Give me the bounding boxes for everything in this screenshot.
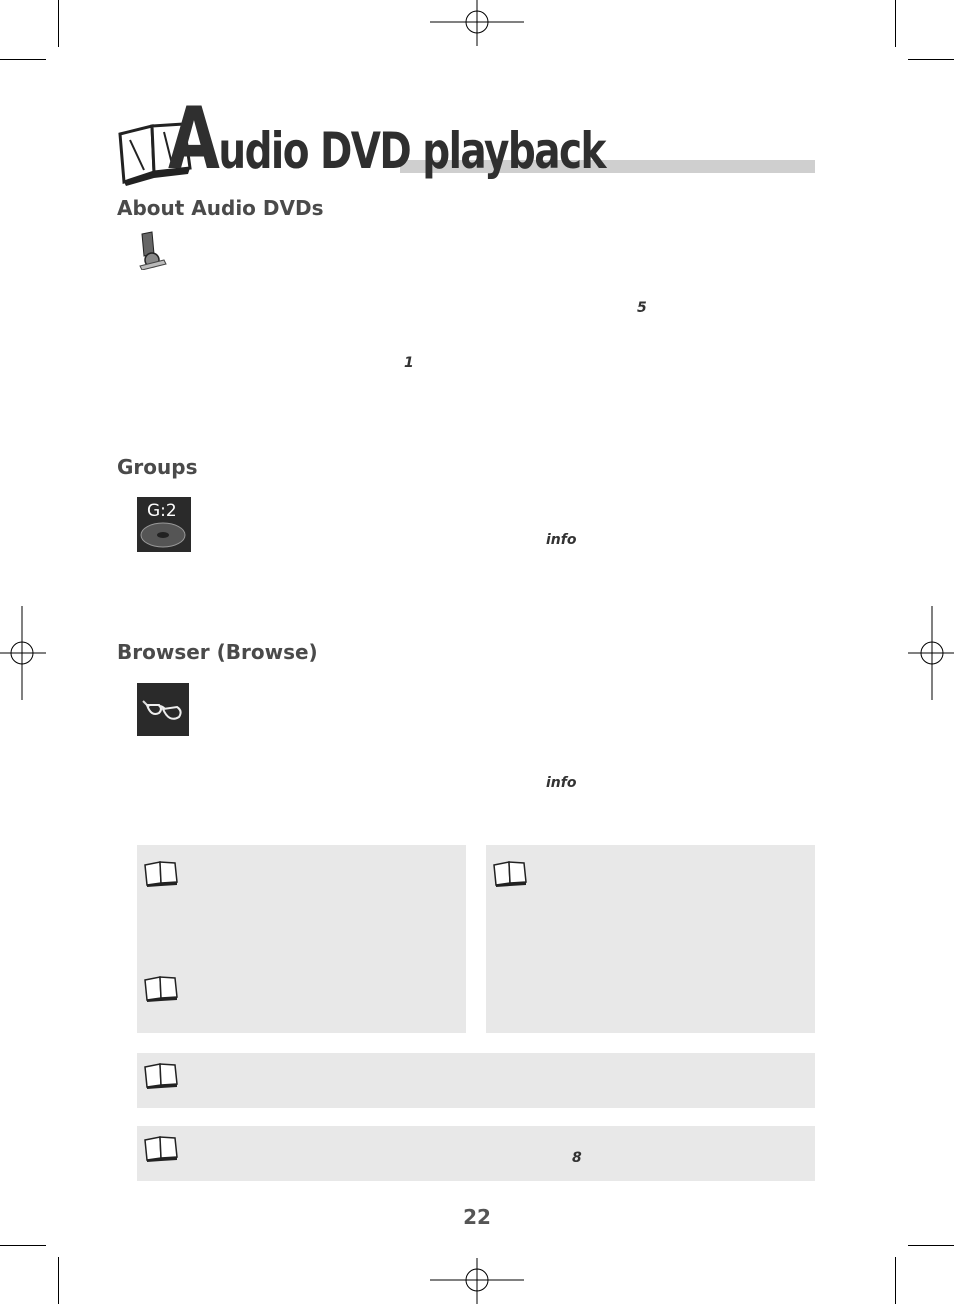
registration-mark-icon <box>908 606 954 700</box>
crop-mark <box>895 0 896 47</box>
registration-mark-icon <box>0 606 46 700</box>
note-book-icon <box>143 974 179 1006</box>
reference-number: 5 <box>637 300 647 316</box>
crop-mark <box>58 0 59 47</box>
crop-mark <box>908 59 954 60</box>
page-number: 22 <box>463 1205 491 1229</box>
group-badge-text: G:2 <box>147 501 177 521</box>
note-book-icon <box>143 1061 179 1093</box>
note-book-icon <box>492 859 528 891</box>
section-heading-about: About Audio DVDs <box>117 196 324 220</box>
note-book-icon <box>143 859 179 891</box>
glasses-icon <box>137 683 189 736</box>
page-title <box>168 89 605 194</box>
info-key-reference: info <box>546 775 577 791</box>
registration-mark-icon <box>430 0 524 48</box>
info-key-reference: info <box>546 532 577 548</box>
crop-mark <box>58 1257 59 1304</box>
registration-mark-icon <box>430 1258 524 1304</box>
section-heading-browser: Browser (Browse) <box>117 640 318 664</box>
warning-bulb-icon <box>136 230 168 274</box>
crop-mark <box>908 1245 954 1246</box>
crop-mark <box>0 59 46 60</box>
disc-group-icon <box>137 497 191 552</box>
title-initial: A <box>168 89 219 189</box>
note-box-wide <box>137 1053 815 1108</box>
note-book-icon <box>143 1134 179 1166</box>
note-box-left <box>137 845 466 1033</box>
section-heading-groups: Groups <box>117 455 198 479</box>
title-rest: udio DVD playback <box>218 122 605 180</box>
crop-mark <box>0 1245 46 1246</box>
reference-number: 8 <box>572 1150 582 1166</box>
note-box-right <box>486 845 815 1033</box>
crop-mark <box>895 1257 896 1304</box>
reference-number: 1 <box>404 355 414 371</box>
note-box-wide <box>137 1126 815 1181</box>
